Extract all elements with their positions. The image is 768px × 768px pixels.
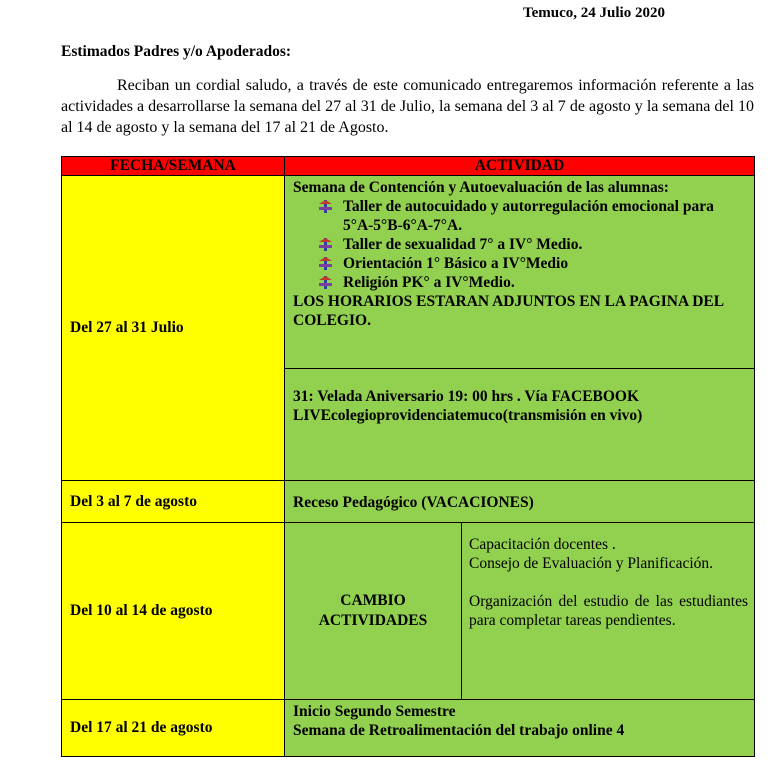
greeting: Estimados Padres y/o Apoderados: (61, 43, 292, 60)
letter-date: Temuco, 24 Julio 2020 (523, 5, 665, 21)
activity-cell (285, 700, 755, 757)
table-row (62, 176, 755, 369)
list-item: Orientación 1° Básico a IV°Medio (317, 254, 748, 273)
date-cell: Del 27 al 31 Julio (62, 176, 285, 481)
date-cell: Del 10 al 14 de agosto (62, 523, 285, 700)
schedule-table (61, 156, 755, 757)
activity-list (293, 197, 748, 292)
activity-cell (285, 176, 755, 369)
detail-cell (462, 523, 755, 700)
intro-paragraph: Reciban un cordial saludo, a través de este comunicado entregaremos información referente a las actividades a desarrollarse la semana del 27 al 31 de Julio, la semana del 3 al 7 de agosto y la semana del 10 al 14 de agosto y la semana del 17 al 21 de Agosto. (61, 77, 754, 136)
activity-line: Inicio Segundo Semestre (293, 703, 456, 720)
arrow-bullet-icon (319, 238, 332, 251)
header-fecha: FECHA/SEMANA (62, 157, 285, 176)
arrow-bullet-icon (319, 257, 332, 270)
date-cell: Del 17 al 21 de agosto (62, 700, 285, 757)
change-cell: CAMBIO ACTIVIDADES (285, 523, 462, 700)
activity-line: Semana de Retroalimentación del trabajo online 4 (293, 722, 625, 739)
table-row (62, 523, 755, 700)
detail-line: Organización del estudio de las estudiantes para completar tareas pendientes. (469, 593, 748, 629)
detail-line: Consejo de Evaluación y Planificación. (469, 555, 714, 572)
detail-line: Capacitación docentes . (469, 536, 616, 553)
header-actividad: ACTIVIDAD (285, 157, 755, 176)
table-header-row (62, 157, 755, 176)
table-row (62, 481, 755, 523)
event-cell: 31: Velada Aniversario 19: 00 hrs . Vía FACEBOOK LIVEcolegioprovidenciatemuco(transmisión en vivo) (285, 369, 755, 481)
table-row (62, 700, 755, 757)
arrow-bullet-icon (319, 276, 332, 289)
list-item: Taller de sexualidad 7° a IV° Medio. (317, 235, 748, 254)
activity-title: Semana de Contención y Autoevaluación de las alumnas: (293, 179, 669, 196)
arrow-bullet-icon (319, 200, 332, 213)
date-cell: Del 3 al 7 de agosto (62, 481, 285, 523)
list-item: Religión PK° a IV°Medio. (317, 273, 748, 292)
list-item: Taller de autocuidado y autorregulación emocional para 5°A-5°B-6°A-7°A. (317, 197, 748, 235)
activity-cell: Receso Pedagógico (VACACIONES) (285, 481, 755, 523)
schedule-note: LOS HORARIOS ESTARAN ADJUNTOS EN LA PAGINA DEL COLEGIO. (293, 293, 724, 329)
